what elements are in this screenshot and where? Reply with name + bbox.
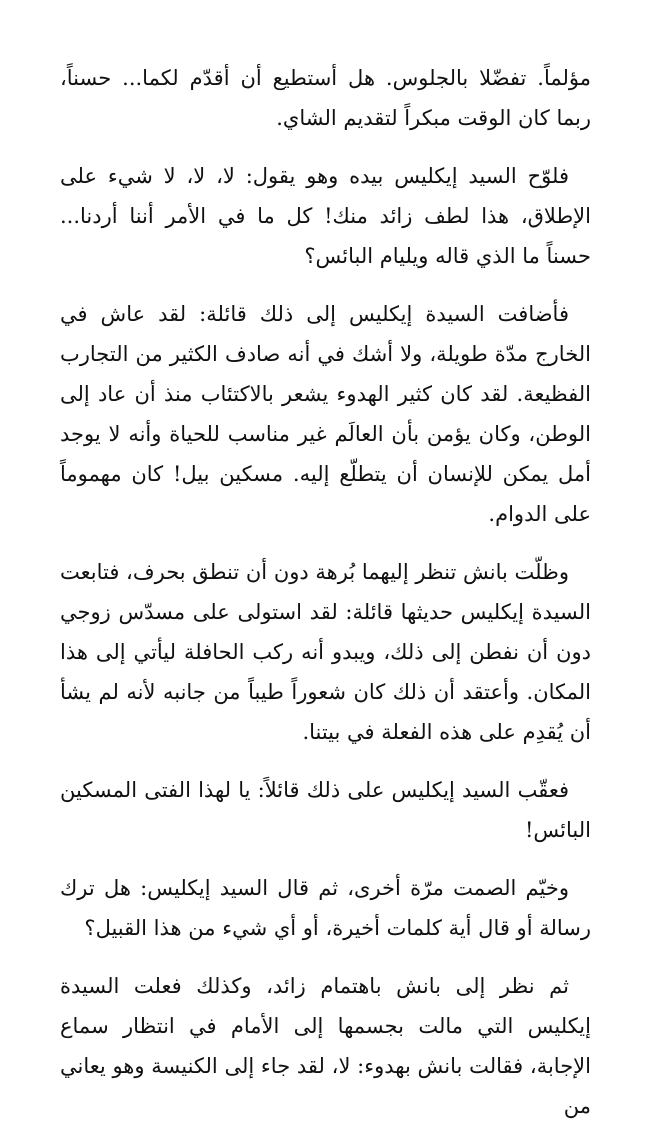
paragraph-5: فعقّب السيد إيكليس على ذلك قائلاً: يا لهذا الفتى المسكين البائس!: [60, 778, 591, 842]
paragraph-2: فلوّح السيد إيكليس بيده وهو يقول: لا، لا، لا شيء على الإطلاق، هذا لطف زائد منك! كل ما في الأمر أننا أردنا... حسناً ما الذي قاله ويليام البائس؟: [60, 164, 591, 268]
paragraph-7: ثم نظر إلى بانش باهتمام زائد، وكذلك فعلت السيدة إيكليس التي مالت بجسمها إلى الأمام في انتظار سماع الإجابة، فقالت بانش بهدوء: لا، لقد جاء إلى الكنيسة وهو يعاني من: [60, 974, 591, 1118]
paragraph-3: فأضافت السيدة إيكليس إلى ذلك قائلة: لقد عاش في الخارج مدّة طويلة، ولا أشك في أنه صادف الكثير من التجارب الفظيعة. لقد كان كثير الهدوء يشعر بالاكتئاب منذ أن عاد إلى الوطن، وكان يؤمن بأن العالَم غير مناسب للحياة وأنه لا يوجد أمل يمكن للإنسان أن يتطلّع إليه. مسكين بيل! كان مهموماً على الدوام.: [60, 302, 591, 526]
paragraph-1: مؤلماً. تفضّلا بالجلوس. هل أستطيع أن أقدّم لكما... حسناً، ربما كان الوقت مبكراً لتقديم الشاي.: [60, 66, 591, 130]
paragraph-4: وظلّت بانش تنظر إليهما بُرهة دون أن تنطق بحرف، فتابعت السيدة إيكليس حديثها قائلة: لقد استولى على مسدّس زوجي دون أن نفطن إلى ذلك، ويبدو أنه ركب الحافلة ليأتي إلى هذا المكان. وأعتقد أن ذلك كان شعوراً طيباً من جانبه لأنه لم يشأ أن يُقدِم على هذه الفعلة في بيتنا.: [60, 560, 591, 744]
paragraph-6: وخيّم الصمت مرّة أخرى، ثم قال السيد إيكليس: هل ترك رسالة أو قال أية كلمات أخيرة، أو أي شيء من هذا القبيل؟: [60, 876, 591, 940]
